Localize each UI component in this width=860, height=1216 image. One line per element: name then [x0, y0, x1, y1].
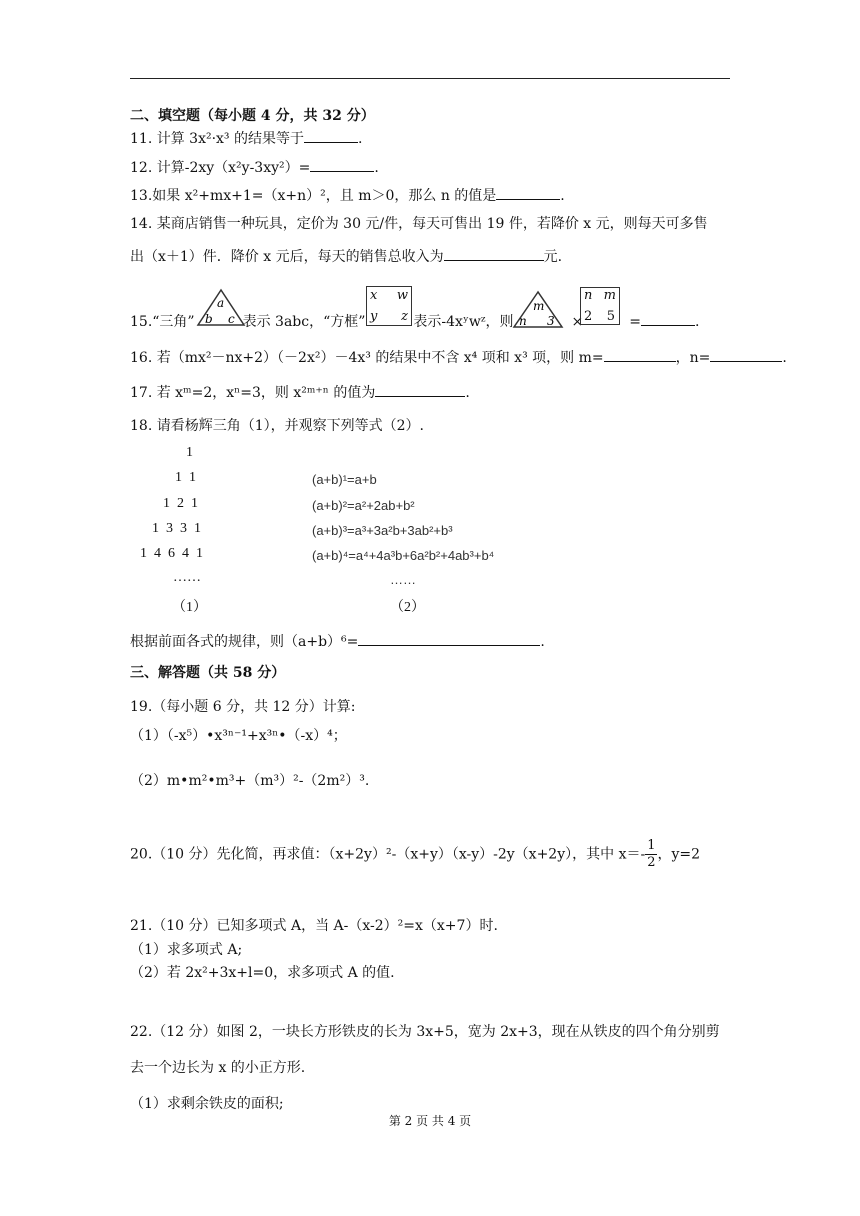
question-21-part2: （2）若 2x²+3x+l=0，求多项式 A 的值. [130, 965, 395, 981]
svg-text:b: b [205, 312, 213, 326]
triangle-figure-abc [196, 288, 246, 332]
question-19-part1: （1）（-x⁵）•x³ⁿ⁻¹+x³ⁿ•（-x）⁴； [130, 728, 347, 744]
answer-blank [375, 382, 465, 397]
answer-blank [604, 347, 676, 362]
binomial-eq-1: (a+b)¹=a+b [312, 472, 377, 487]
binomial-eq-4: (a+b)⁴=a⁴+4a³b+6a²b²+4ab³+b⁴ [312, 548, 495, 563]
question-14-line1: 14. 某商店销售一种玩具，定价为 30 元/件，每天可售出 19 件，若降价 x 元，则每天可多售 [130, 216, 708, 232]
pascal-row-5: 1 4 6 4 1 [140, 546, 203, 561]
question-22-line2: 去一个边长为 x 的小正方形. [130, 1060, 306, 1076]
question-22-part1: （1）求剩余铁皮的面积; [130, 1096, 284, 1112]
pascal-ellipsis: …… [173, 570, 201, 585]
answer-blank [304, 128, 358, 143]
section2-heading: 二、填空题（每小题 4 分，共 32 分） [130, 108, 375, 124]
binomial-ellipsis: …… [390, 572, 416, 587]
question-13: 13.如果 x²+mx+1=（x+n）²，且 m＞0，那么 n 的值是 . [130, 185, 565, 206]
answer-blank [358, 631, 540, 646]
pascal-row-1: 1 [186, 445, 193, 460]
svg-text:c: c [228, 312, 235, 326]
answer-blank [641, 311, 695, 326]
header-rule [130, 78, 730, 79]
svg-text:a: a [217, 296, 225, 310]
answer-blank [710, 347, 782, 362]
binomial-eq-2: (a+b)²=a²+2ab+b² [312, 498, 415, 513]
box-figure-nm25: n m 2 5 [580, 287, 620, 325]
svg-text:n: n [519, 314, 527, 328]
question-21: 21.（10 分）已知多项式 A，当 A-（x-2）²=x（x+7）时. [130, 918, 498, 934]
question-18-ask: 根据前面各式的规律，则（a+b）⁶= . [130, 631, 545, 652]
fraction-one-half: $\frac{1}{2}$ [647, 838, 656, 870]
question-16: 16. 若（mx²－nx+2）（－2x²）－4x³ 的结果中不含 x⁴ 项和 x³ 项，则 m= ，n= . [130, 347, 787, 368]
pascal-row-2: 1 1 [175, 470, 196, 485]
question-20: 20.（10 分）先化简，再求值：（x+2y）²-（x+y）（x-y）-2y（x+2y），其中 x＝- $\frac{1}{2}$ ，y=2 [130, 838, 701, 870]
answer-blank [310, 157, 374, 172]
question-19-part2: （2）m•m²•m³+（m³）²-（2m²）³. [130, 773, 370, 789]
equations-label: （2） [390, 600, 425, 615]
section3-heading: 三、解答题（共 58 分） [130, 665, 286, 681]
pascal-row-3: 1 2 1 [163, 496, 198, 511]
pascal-label: （1） [172, 600, 207, 615]
question-11: 11. 计算 3x²·x³ 的结果等于 . [130, 128, 362, 149]
question-14-line2: 出（x＋1）件．降价 x 元后，每天的销售总收入为 元. [130, 246, 562, 267]
question-19: 19.（每小题 6 分，共 12 分）计算: [130, 699, 356, 715]
question-12: 12. 计算-2xy（x²y-3xy²）= . [130, 157, 379, 178]
pascal-row-4: 1 3 3 1 [152, 521, 201, 536]
svg-text:m: m [533, 299, 545, 313]
question-18: 18. 请看杨辉三角（1），并观察下列等式（2）. [130, 418, 424, 434]
box-figure-xywz: x w y z [366, 286, 412, 326]
page-footer: 第 2 页 共 4 页 [388, 1114, 472, 1128]
question-15: 15.“三角” 表示 3abc，“方框” 表示-4xʸwᶻ，则 × = . [130, 311, 699, 332]
question-21-part1: （1）求多项式 A; [130, 942, 243, 958]
svg-text:3: 3 [547, 314, 555, 328]
binomial-eq-3: (a+b)³=a³+3a²b+3ab²+b³ [312, 523, 453, 538]
triangle-figure-mn3 [512, 290, 564, 334]
answer-blank [444, 246, 544, 261]
answer-blank [496, 185, 560, 200]
question-22-line1: 22.（12 分）如图 2，一块长方形铁皮的长为 3x+5，宽为 2x+3，现在从铁皮的四个角分别剪 [130, 1024, 720, 1040]
question-17: 17. 若 xᵐ=2，xⁿ=3，则 x²ᵐ⁺ⁿ 的值为 . [130, 382, 470, 403]
